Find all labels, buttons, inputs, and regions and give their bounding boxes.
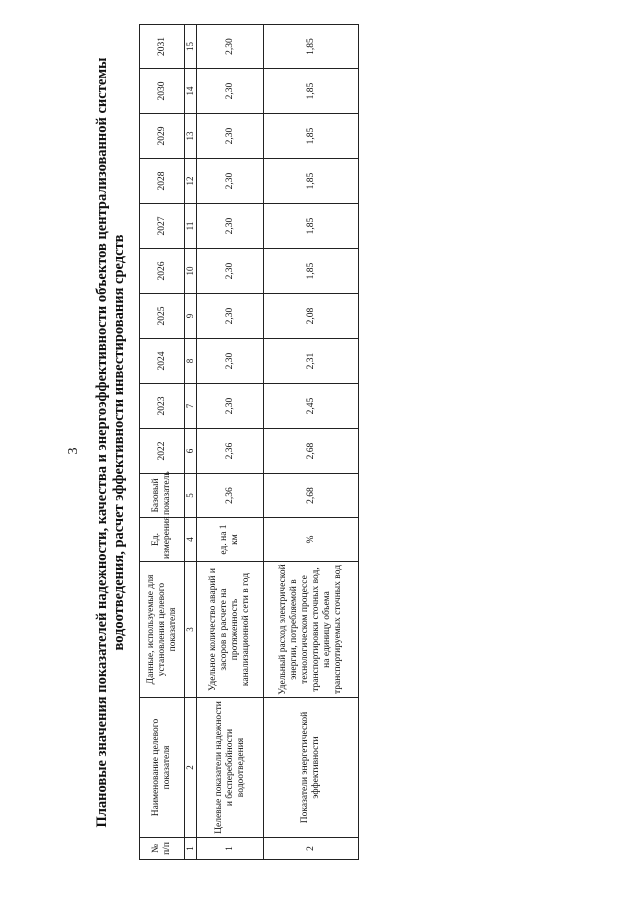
header-cell: 2030 bbox=[140, 69, 185, 114]
table-cell: 2,36 bbox=[197, 429, 264, 474]
document-title bbox=[94, 25, 130, 860]
column-number: 5 bbox=[185, 474, 197, 518]
table-cell: 1,85 bbox=[264, 114, 359, 159]
table-cell: 2,30 bbox=[197, 204, 264, 249]
targets-table bbox=[139, 24, 359, 860]
table-cell: 1,85 bbox=[264, 69, 359, 114]
table-cell: Удельное количество аварий и засоров в расчете на протяженность канализационной сети в год bbox=[197, 562, 264, 698]
table-cell: 2,08 bbox=[264, 294, 359, 339]
rotated-content bbox=[94, 25, 354, 860]
header-cell: Данные, используемые для установления целевого показателя bbox=[140, 562, 185, 698]
column-number-row bbox=[185, 25, 197, 860]
header-cell: 2026 bbox=[140, 249, 185, 294]
table-cell: 1,85 bbox=[264, 249, 359, 294]
column-number: 2 bbox=[185, 698, 197, 838]
column-number: 14 bbox=[185, 69, 197, 114]
table-cell: 2 bbox=[264, 838, 359, 860]
table-cell: 2,30 bbox=[197, 384, 264, 429]
table-cell: 2,30 bbox=[197, 25, 264, 69]
header-cell: № п/п bbox=[140, 838, 185, 860]
title-line-2: водоотведения, расчет эффективности инвестирования средств bbox=[111, 234, 127, 651]
header-cell: 2027 bbox=[140, 204, 185, 249]
table-cell: 2,30 bbox=[197, 249, 264, 294]
table-cell: 2,30 bbox=[197, 114, 264, 159]
column-number: 11 bbox=[185, 204, 197, 249]
table-cell: % bbox=[264, 518, 359, 562]
table-row bbox=[264, 25, 359, 860]
header-cell: 2022 bbox=[140, 429, 185, 474]
header-cell: Базовый показатель bbox=[140, 474, 185, 518]
table-cell: 1,85 bbox=[264, 204, 359, 249]
column-number: 1 bbox=[185, 838, 197, 860]
column-number: 12 bbox=[185, 159, 197, 204]
column-number: 4 bbox=[185, 518, 197, 562]
column-number: 13 bbox=[185, 114, 197, 159]
header-cell: 2025 bbox=[140, 294, 185, 339]
column-number: 8 bbox=[185, 339, 197, 384]
header-cell: Ед. измерения bbox=[140, 518, 185, 562]
header-cell: 2031 bbox=[140, 25, 185, 69]
table-cell: 1,85 bbox=[264, 25, 359, 69]
header-cell: 2029 bbox=[140, 114, 185, 159]
header-cell: 2023 bbox=[140, 384, 185, 429]
column-number: 15 bbox=[185, 25, 197, 69]
table-cell: ед. на 1 км bbox=[197, 518, 264, 562]
column-number: 6 bbox=[185, 429, 197, 474]
table-cell: 1 bbox=[197, 838, 264, 860]
header-cell: 2028 bbox=[140, 159, 185, 204]
table-cell: 2,31 bbox=[264, 339, 359, 384]
table-cell: 2,30 bbox=[197, 159, 264, 204]
page-number: 3 bbox=[66, 447, 81, 455]
table-cell: 2,30 bbox=[197, 294, 264, 339]
table-cell: Целевые показатели надежности и бесперебойности водоотведения bbox=[197, 698, 264, 838]
column-number: 7 bbox=[185, 384, 197, 429]
table-cell: 2,68 bbox=[264, 429, 359, 474]
table-cell: 2,68 bbox=[264, 474, 359, 518]
table-cell: Показатели энергетической эффективности bbox=[264, 698, 359, 838]
table-cell: 2,36 bbox=[197, 474, 264, 518]
column-number: 3 bbox=[185, 562, 197, 698]
table-cell: 2,30 bbox=[197, 339, 264, 384]
table-cell: Удельный расход электрической энергии, потребляемой в технологическом процессе транспортировки сточных вод, на единицу объема транспортируемых сточных вод bbox=[264, 562, 359, 698]
table-cell: 1,85 bbox=[264, 159, 359, 204]
header-cell: 2024 bbox=[140, 339, 185, 384]
column-number: 10 bbox=[185, 249, 197, 294]
header-row bbox=[140, 25, 185, 860]
title-line-1: Плановые значения показателей надежности, качества и энергоэффективности объектов централизованной системы bbox=[94, 57, 110, 828]
column-number: 9 bbox=[185, 294, 197, 339]
table-row bbox=[197, 25, 264, 860]
header-cell: Наименование целевого показателя bbox=[140, 698, 185, 838]
table-cell: 2,45 bbox=[264, 384, 359, 429]
table-cell: 2,30 bbox=[197, 69, 264, 114]
